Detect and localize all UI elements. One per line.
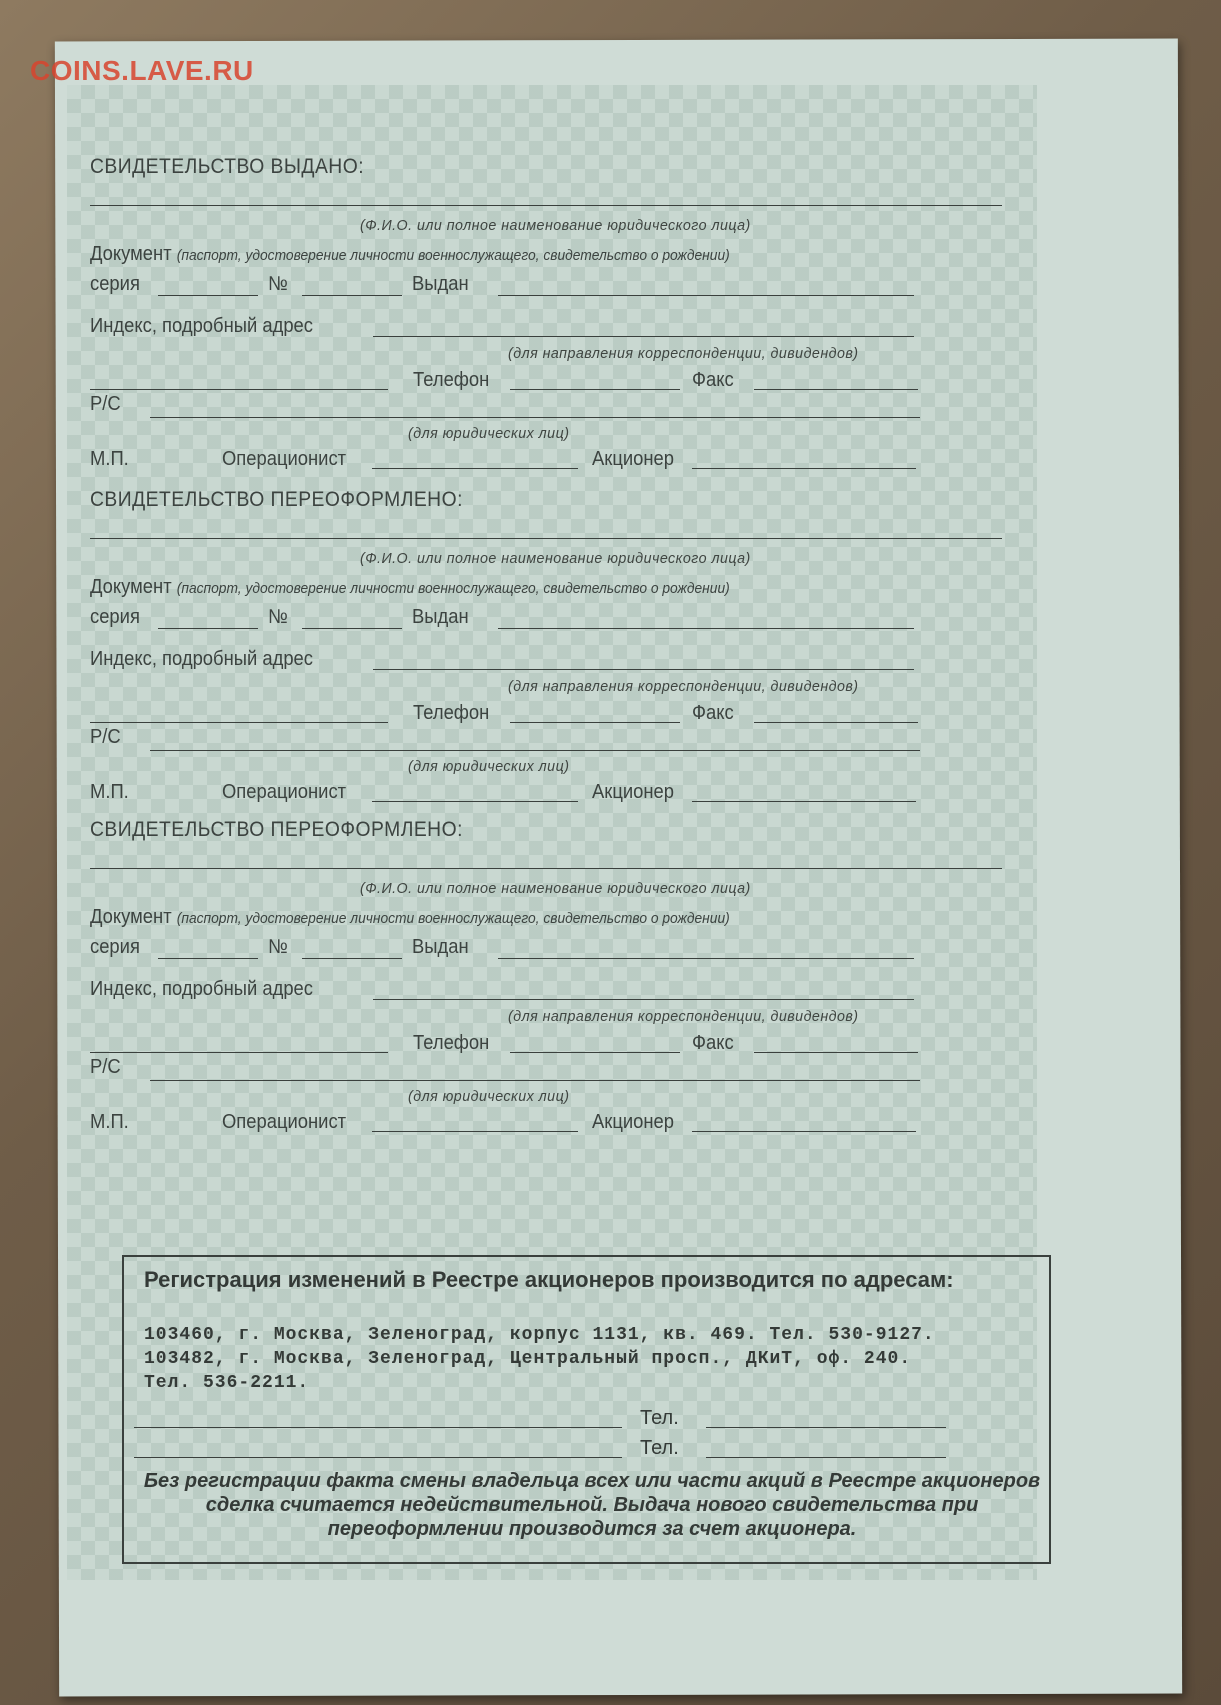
name-caption: (Ф.И.О. или полное наименование юридического лица)	[360, 217, 751, 234]
stamp-label: М.П.	[90, 448, 129, 470]
fax-field[interactable]	[754, 1052, 918, 1053]
document-label: Документ (паспорт, удостоверение личности военнослужащего, свидетельство о рождении)	[90, 576, 730, 598]
address-field-2[interactable]	[90, 389, 388, 390]
operator-label: Операционист	[222, 448, 347, 470]
series-field[interactable]	[158, 628, 258, 629]
section-title: СВИДЕТЕЛЬСТВО ВЫДАНО:	[90, 155, 365, 178]
extra-address-field-2[interactable]	[134, 1457, 622, 1458]
series-field[interactable]	[158, 295, 258, 296]
account-field[interactable]	[150, 750, 920, 751]
registration-heading: Регистрация изменений в Реестре акционеров производится по адресам:	[144, 1267, 954, 1292]
number-label: №	[268, 936, 288, 958]
name-field[interactable]	[90, 205, 1002, 206]
shareholder-label: Акционер	[592, 781, 675, 803]
issued-label: Выдан	[412, 936, 469, 958]
section-issued	[80, 155, 1030, 483]
shareholder-field[interactable]	[692, 1131, 916, 1132]
name-caption: (Ф.И.О. или полное наименование юридического лица)	[360, 880, 751, 897]
account-label: Р/С	[90, 393, 121, 415]
shareholder-field[interactable]	[692, 801, 916, 802]
registration-info-box	[122, 1255, 1051, 1564]
operator-field[interactable]	[372, 468, 578, 469]
address-field-2[interactable]	[90, 722, 388, 723]
address-caption: (для направления корреспонденции, дивидендов)	[508, 678, 859, 695]
phone-label: Телефон	[413, 702, 490, 724]
stamp-label: М.П.	[90, 1111, 129, 1133]
issued-label: Выдан	[412, 606, 469, 628]
section-reissued-1	[80, 488, 1030, 816]
operator-label: Операционист	[222, 1111, 347, 1133]
issued-field[interactable]	[498, 628, 914, 629]
address-line-2: 103482, г. Москва, Зеленоград, Центральный просп., ДКиТ, оф. 240.	[144, 1349, 912, 1369]
operator-field[interactable]	[372, 801, 578, 802]
shareholder-field[interactable]	[692, 468, 916, 469]
number-field[interactable]	[302, 958, 402, 959]
fax-field[interactable]	[754, 722, 918, 723]
address-field[interactable]	[373, 336, 914, 337]
tel-field-2[interactable]	[706, 1457, 946, 1458]
address-line-2-tel: Тел. 536-2211.	[144, 1373, 310, 1393]
shareholder-label: Акционер	[592, 1111, 675, 1133]
series-label: серия	[90, 936, 140, 958]
address-label: Индекс, подробный адрес	[90, 978, 313, 1000]
address-line-1: 103460, г. Москва, Зеленоград, корпус 1131, кв. 469. Тел. 530-9127.	[144, 1325, 935, 1345]
phone-field[interactable]	[510, 389, 680, 390]
address-field[interactable]	[373, 999, 914, 1000]
extra-address-field-1[interactable]	[134, 1427, 622, 1428]
name-field[interactable]	[90, 538, 1002, 539]
address-caption: (для направления корреспонденции, дивидендов)	[508, 345, 859, 362]
account-field[interactable]	[150, 1080, 920, 1081]
series-field[interactable]	[158, 958, 258, 959]
name-field[interactable]	[90, 868, 1002, 869]
address-label: Индекс, подробный адрес	[90, 315, 313, 337]
operator-field[interactable]	[372, 1131, 578, 1132]
issued-label: Выдан	[412, 273, 469, 295]
section-title: СВИДЕТЕЛЬСТВО ПЕРЕОФОРМЛЕНО:	[90, 488, 463, 511]
phone-field[interactable]	[510, 722, 680, 723]
phone-label: Телефон	[413, 1032, 490, 1054]
account-label: Р/С	[90, 726, 121, 748]
phone-label: Телефон	[413, 369, 490, 391]
address-field[interactable]	[373, 669, 914, 670]
series-label: серия	[90, 606, 140, 628]
fax-label: Факс	[692, 702, 734, 724]
account-label: Р/С	[90, 1056, 121, 1078]
number-field[interactable]	[302, 628, 402, 629]
operator-label: Операционист	[222, 781, 347, 803]
phone-field[interactable]	[510, 1052, 680, 1053]
number-label: №	[268, 273, 288, 295]
series-label: серия	[90, 273, 140, 295]
issued-field[interactable]	[498, 295, 914, 296]
number-label: №	[268, 606, 288, 628]
account-field[interactable]	[150, 417, 920, 418]
section-title: СВИДЕТЕЛЬСТВО ПЕРЕОФОРМЛЕНО:	[90, 818, 463, 841]
tel-label-2: Тел.	[640, 1437, 679, 1459]
account-caption: (для юридических лиц)	[408, 425, 570, 442]
fax-label: Факс	[692, 1032, 734, 1054]
watermark: COINS.LAVE.RU	[30, 55, 254, 86]
address-field-2[interactable]	[90, 1052, 388, 1053]
shareholder-label: Акционер	[592, 448, 675, 470]
account-caption: (для юридических лиц)	[408, 1088, 570, 1105]
registration-warning-note: Без регистрации факта смены владельца всех или части акций в Реестре акционеров сделка считается недействительной. Выдача нового свидетельства при переоформлении производится за счет акционера.	[143, 1470, 1041, 1540]
tel-label-1: Тел.	[640, 1407, 679, 1429]
document-label: Документ (паспорт, удостоверение личности военнослужащего, свидетельство о рождении)	[90, 243, 730, 265]
fax-label: Факс	[692, 369, 734, 391]
stamp-label: М.П.	[90, 781, 129, 803]
section-reissued-2	[80, 818, 1030, 1146]
address-label: Индекс, подробный адрес	[90, 648, 313, 670]
number-field[interactable]	[302, 295, 402, 296]
document-label: Документ (паспорт, удостоверение личности военнослужащего, свидетельство о рождении)	[90, 906, 730, 928]
account-caption: (для юридических лиц)	[408, 758, 570, 775]
issued-field[interactable]	[498, 958, 914, 959]
address-caption: (для направления корреспонденции, дивидендов)	[508, 1008, 859, 1025]
name-caption: (Ф.И.О. или полное наименование юридического лица)	[360, 550, 751, 567]
fax-field[interactable]	[754, 389, 918, 390]
tel-field-1[interactable]	[706, 1427, 946, 1428]
